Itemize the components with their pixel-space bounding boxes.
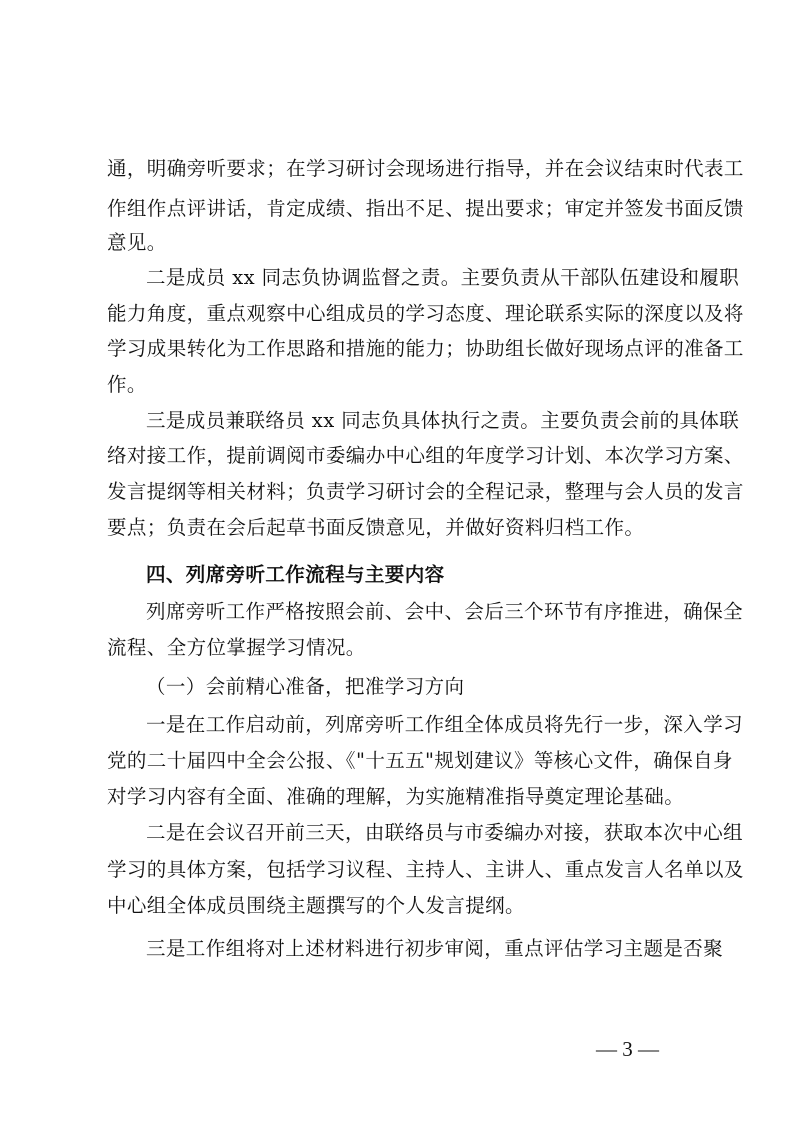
body-text-line: 一是在工作启动前，列席旁听工作组全体成员将先行一步，深入学习 bbox=[146, 713, 744, 736]
subsection-heading: （一）会前精心准备，把准学习方向 bbox=[146, 675, 465, 698]
body-text-line: 三是工作组将对上述材料进行初步审阅，重点评估学习主题是否聚 bbox=[146, 937, 724, 960]
body-text-line: 中心组全体成员围绕主题撰写的个人发言提纲。 bbox=[107, 894, 525, 917]
body-text-line: 通，明确旁听要求；在学习研讨会现场进行指导，并在会议结束时代表工 bbox=[107, 157, 744, 180]
body-text-line: 二是在会议召开前三天，由联络员与市委编办对接，获取本次中心组 bbox=[146, 821, 744, 844]
body-text-line: 学习成果转化为工作思路和措施的能力；协助组长做好现场点评的准备工 bbox=[107, 337, 744, 360]
section-heading: 四、列席旁听工作流程与主要内容 bbox=[146, 563, 445, 586]
body-text-line: 二是成员 xx 同志负协调监督之责。主要负责从干部队伍建设和履职 bbox=[146, 266, 740, 289]
body-text-line: 发言提纲等相关材料；负责学习研讨会的全程记录，整理与会人员的发言 bbox=[107, 480, 744, 503]
page-number: — 3 — bbox=[596, 1037, 659, 1061]
body-text-line: 流程、全方位掌握学习情况。 bbox=[107, 636, 366, 659]
body-text-line: 对学习内容有全面、准确的理解，为实施精准指导奠定理论基础。 bbox=[107, 785, 685, 808]
body-text-line: 络对接工作，提前调阅市委编办中心组的年度学习计划、本次学习方案、 bbox=[107, 444, 744, 467]
body-text-line: 党的二十届四中全会公报、《"十五五"规划建议》等核心文件，确保自身 bbox=[107, 749, 733, 772]
body-text-line: 列席旁听工作严格按照会前、会中、会后三个环节有序推进，确保全 bbox=[146, 600, 744, 623]
body-text-line: 学习的具体方案，包括学习议程、主持人、主讲人、重点发言人名单以及 bbox=[107, 858, 744, 881]
body-text-line: 要点；负责在会后起草书面反馈意见，并做好资料归档工作。 bbox=[107, 516, 645, 539]
body-text-line: 三是成员兼联络员 xx 同志负具体执行之责。主要负责会前的具体联 bbox=[146, 409, 740, 432]
body-text-line: 意见。 bbox=[107, 231, 167, 254]
body-text-line: 作。 bbox=[107, 373, 147, 396]
body-text-line: 作组作点评讲话，肯定成绩、指出不足、提出要求；审定并签发书面反馈 bbox=[107, 197, 744, 220]
body-text-line: 能力角度，重点观察中心组成员的学习态度、理论联系实际的深度以及将 bbox=[107, 302, 744, 325]
